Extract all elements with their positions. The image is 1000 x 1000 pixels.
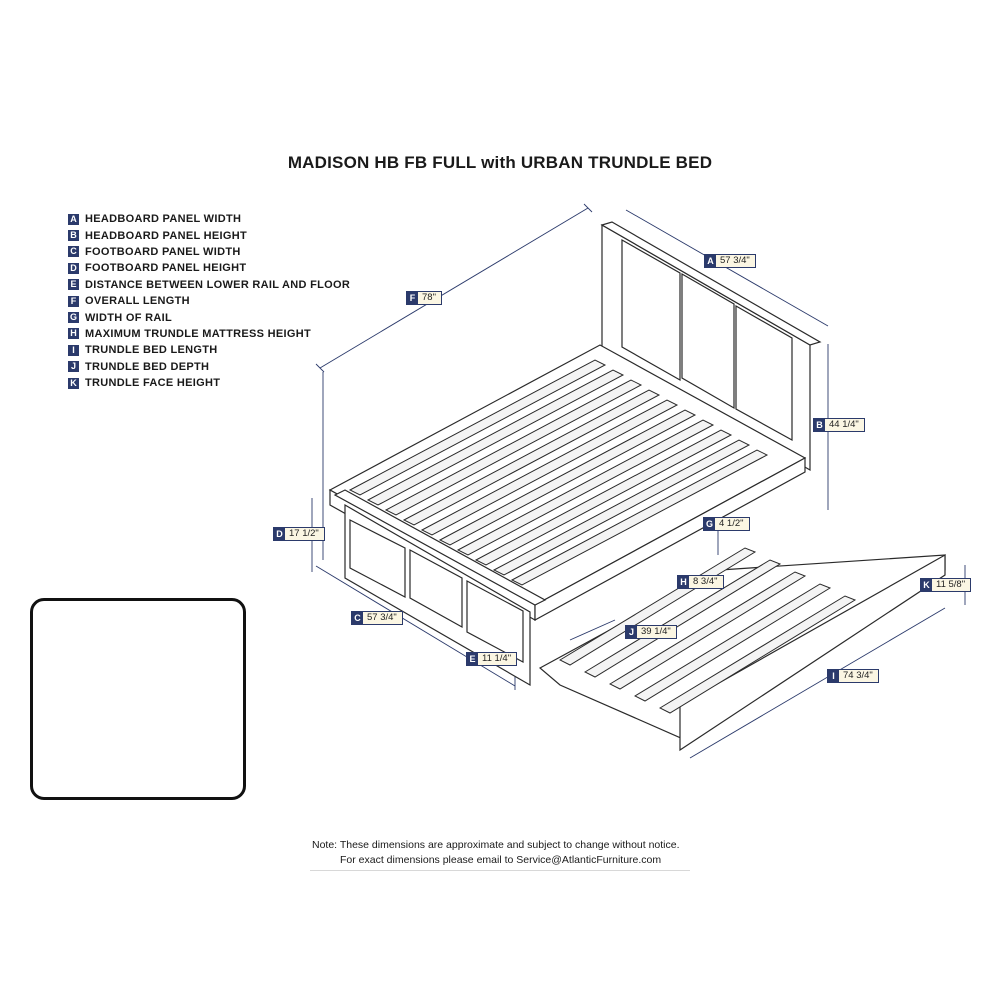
dimension-value: 4 1/2": [719, 518, 744, 529]
dimension-label-i: [827, 669, 879, 683]
legend-key: I: [68, 345, 79, 356]
dimension-label-b: [813, 418, 865, 432]
legend-label: MAXIMUM TRUNDLE MATTRESS HEIGHT: [85, 327, 312, 340]
dimension-value: 8 3/4": [693, 576, 718, 587]
dimension-label-a: [704, 254, 756, 268]
dimension-value: 17 1/2": [289, 528, 319, 539]
dimension-label-d: [273, 527, 325, 541]
dimension-value: 44 1/4": [829, 419, 859, 430]
legend-label: DISTANCE BETWEEN LOWER RAIL AND FLOOR: [85, 278, 351, 291]
dimension-key: B: [814, 419, 825, 431]
dimension-key: F: [407, 292, 418, 304]
dimension-label-c: [351, 611, 403, 625]
dimension-key: I: [828, 670, 839, 682]
note-divider: [310, 870, 690, 871]
legend-key: H: [68, 328, 79, 339]
legend-label: TRUNDLE FACE HEIGHT: [85, 377, 221, 390]
thumbnail-frame: [30, 598, 246, 800]
dimensions-note: [312, 838, 680, 868]
dimension-key: K: [921, 579, 932, 591]
dimension-key: J: [626, 626, 637, 638]
legend-label: TRUNDLE BED DEPTH: [85, 360, 210, 373]
dimension-label-f: [406, 291, 442, 305]
legend-label: WIDTH OF RAIL: [85, 311, 172, 324]
dimension-value: 39 1/4": [641, 626, 671, 637]
dimension-value: 57 3/4": [367, 612, 397, 623]
note-line-2: For exact dimensions please email to Service@AtlanticFurniture.com: [340, 854, 662, 866]
legend-key: G: [69, 312, 77, 323]
dimension-key: A: [705, 255, 716, 267]
legend-label: HEADBOARD PANEL WIDTH: [85, 213, 242, 226]
dimension-label-k: [920, 578, 971, 592]
diagram-title: MADISON HB FB FULL with URBAN TRUNDLE BED: [287, 153, 713, 172]
legend-key: K: [68, 378, 79, 389]
dimension-label-j: [625, 625, 677, 639]
legend-key: D: [68, 263, 79, 274]
legend-key: F: [68, 296, 79, 307]
dimension-label-h: [677, 575, 724, 589]
legend-label: OVERALL LENGTH: [85, 295, 190, 308]
dimension-label-g: [703, 517, 750, 531]
dimension-label-e: [466, 652, 517, 666]
dimension-value: 11 1/4": [482, 653, 512, 664]
legend-key: J: [68, 361, 79, 372]
dimension-value: 57 3/4": [720, 255, 750, 266]
note-line-1: Note: These dimensions are approximate and subject to change without notice.: [312, 839, 680, 851]
legend-label: FOOTBOARD PANEL WIDTH: [85, 245, 241, 258]
dimension-value: 11 5/8": [936, 579, 966, 590]
dimension-key: D: [274, 528, 285, 540]
dimension-key: E: [467, 653, 478, 665]
dimension-key: C: [352, 612, 363, 624]
legend-key: A: [68, 214, 79, 225]
legend-key: E: [68, 279, 79, 290]
dimension-value: 78": [422, 292, 436, 303]
legend-key: C: [68, 246, 79, 257]
legend-label: TRUNDLE BED LENGTH: [85, 344, 218, 357]
legend-key: B: [68, 230, 79, 241]
legend-label: FOOTBOARD PANEL HEIGHT: [85, 262, 247, 275]
dimension-value: 74 3/4": [843, 670, 873, 681]
legend-label: HEADBOARD PANEL HEIGHT: [85, 229, 248, 242]
dimension-key: H: [678, 576, 689, 588]
dimension-key: G: [705, 519, 713, 529]
